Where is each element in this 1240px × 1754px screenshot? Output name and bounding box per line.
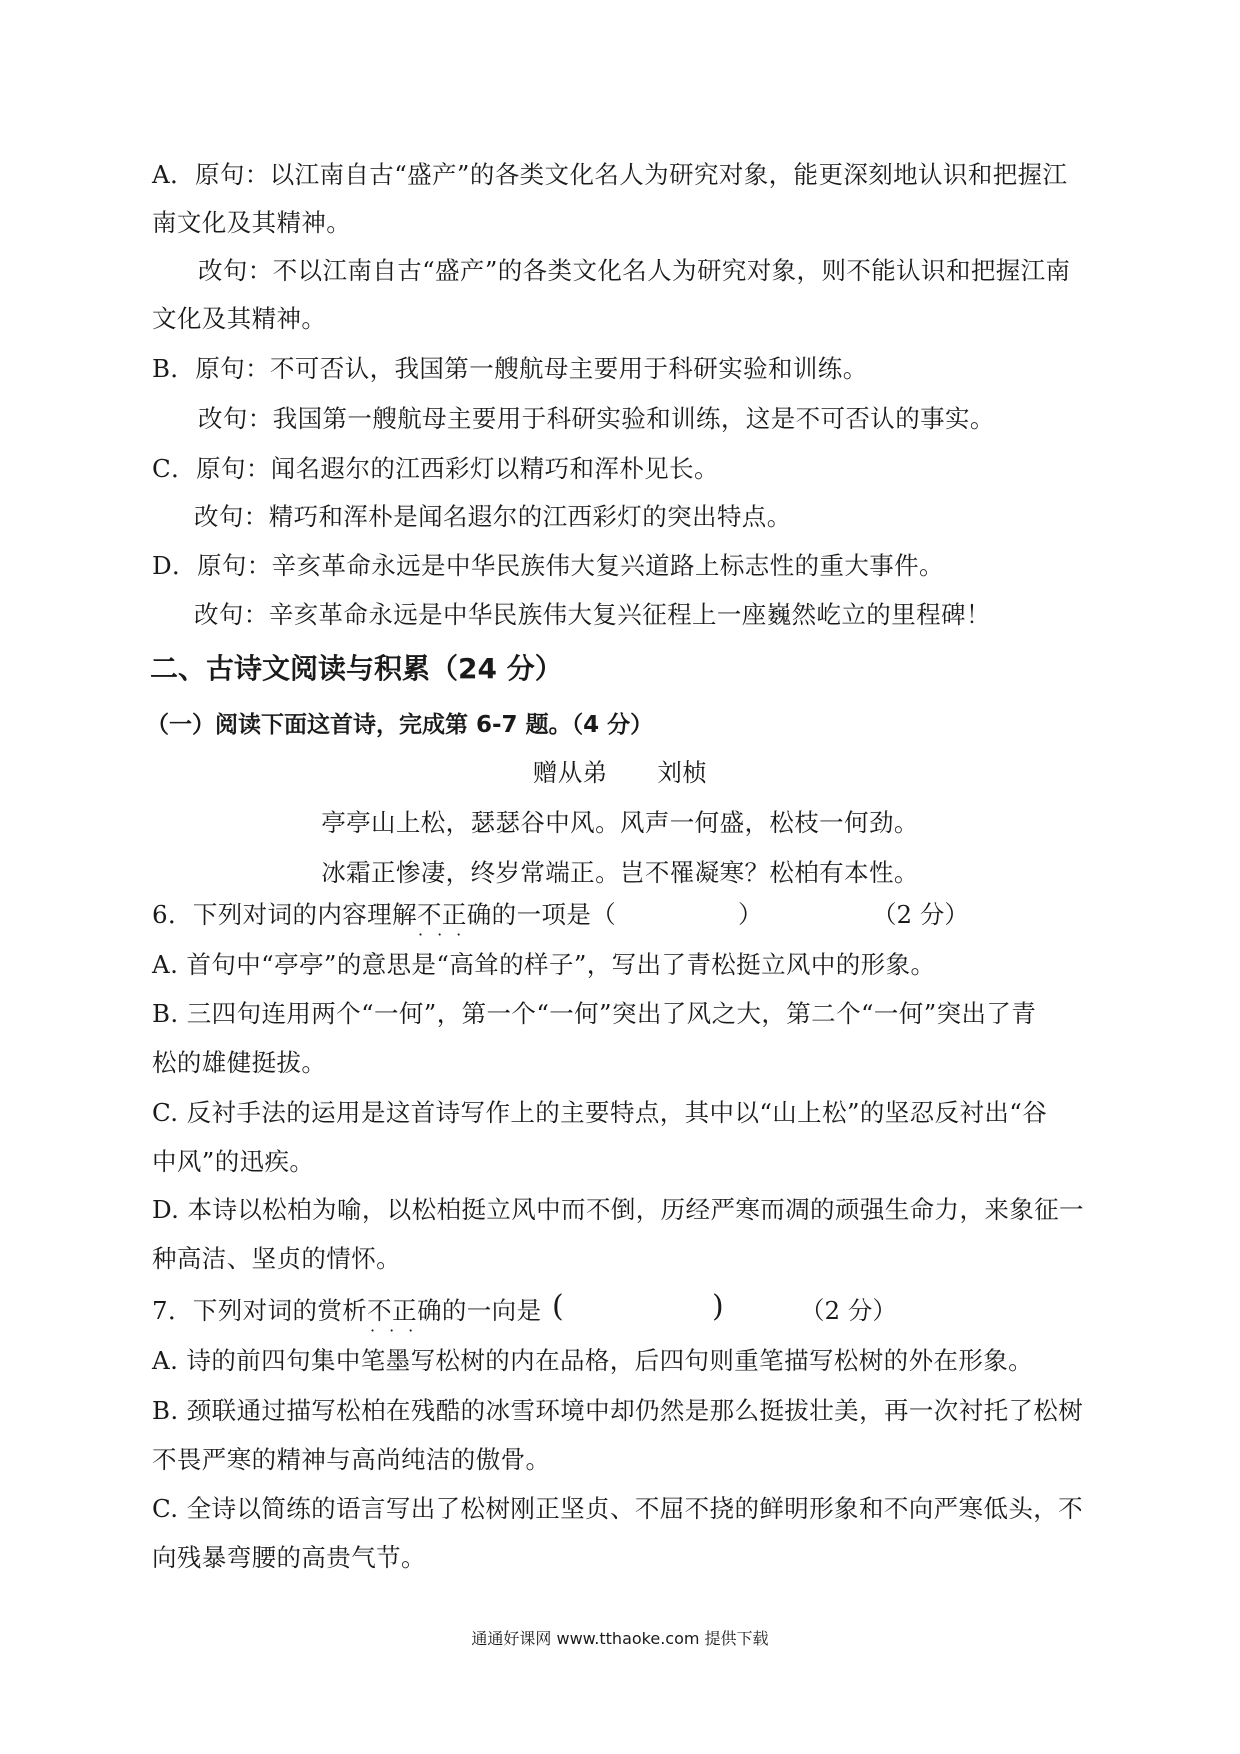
q7-stem: 7．下列对词的赏析不正确的一向是	[152, 1296, 542, 1325]
option-b-modified: 改句：我国第一艘航母主要用于科研实验和训练，这是不可否认的事实。	[198, 404, 995, 433]
q7-option-c-line2: 向残暴弯腰的高贵气节。	[152, 1543, 426, 1572]
q6-option-b-line2: 松的雄健挺拔。	[152, 1048, 327, 1077]
q7-score: （2 分）	[800, 1296, 897, 1325]
q7-option-b-line2: 不畏严寒的精神与高尚纯洁的傲骨。	[152, 1445, 551, 1474]
q6-option-d-line2: 种高洁、坚贞的情怀。	[152, 1244, 401, 1273]
q6-option-d-line1: D. 本诗以松柏为喻，以松柏挺立风中而不倒，历经严寒而凋的顽强生命力，来象征一	[152, 1195, 1084, 1224]
q6-stem: 6．下列对词的内容理解不正确的一项是（	[152, 900, 617, 929]
option-a-modified-line2: 文化及其精神。	[152, 304, 327, 333]
option-a-original-line2: 南文化及其精神。	[152, 208, 352, 237]
option-d-original: D．原句：辛亥革命永远是中华民族伟大复兴道路上标志性的重大事件。	[152, 551, 944, 580]
q7-option-c-line1: C. 全诗以简练的语言写出了松树刚正坚贞、不屈不挠的鲜明形象和不向严寒低头，不	[152, 1494, 1084, 1523]
q6-close-paren: ）	[738, 900, 763, 929]
q6-option-c-line2: 中风”的迅疾。	[152, 1147, 315, 1176]
option-a-original-line1: A．原句：以江南自古“盛产”的各类文化名人为研究对象，能更深刻地认识和把握江	[152, 160, 1068, 189]
poem-line-2: 冰霜正惨凄，终岁常端正。岂不罹凝寒？松柏有本性。	[321, 858, 919, 887]
q7-option-a: A. 诗的前四句集中笔墨写松树的内在品格，后四句则重笔描写松树的外在形象。	[152, 1346, 1034, 1375]
q6-option-c-line1: C. 反衬手法的运用是这首诗写作上的主要特点，其中以“山上松”的坚忍反衬出“谷	[152, 1098, 1048, 1127]
q6-score: （2 分）	[872, 900, 969, 929]
q6-option-a: A. 首句中“亭亭”的意思是“高耸的样子”，写出了青松挺立风中的形象。	[152, 950, 936, 979]
q7-option-b-line1: B. 颈联通过描写松柏在残酷的冰雪环境中却仍然是那么挺拔壮美，再一次衬托了松树	[152, 1396, 1084, 1425]
subsection-heading: （一）阅读下面这首诗，完成第 6-7 题。（4 分）	[146, 712, 654, 738]
option-b-original: B．原句：不可否认，我国第一艘航母主要用于科研实验和训练。	[152, 354, 868, 383]
section-heading: 二、古诗文阅读与积累（24 分）	[150, 652, 563, 685]
poem-title: 赠从弟 刘桢	[532, 758, 708, 787]
q6-option-b-line1: B. 三四句连用两个“一何”，第一个“一何”突出了风之大，第二个“一何”突出了青	[152, 999, 1037, 1028]
q7-emphasis-dots: ···	[370, 1321, 428, 1340]
q7-open-paren: (	[552, 1289, 564, 1324]
q7-close-paren: )	[712, 1289, 724, 1324]
page-footer: 通通好课网 www.tthaoke.com 提供下载	[471, 1629, 769, 1648]
q6-emphasis-dots: ···	[418, 925, 476, 944]
option-c-modified: 改句：精巧和浑朴是闻名遐尔的江西彩灯的突出特点。	[194, 502, 792, 531]
poem-line-1: 亭亭山上松，瑟瑟谷中风。风声一何盛，松枝一何劲。	[321, 808, 919, 837]
option-d-modified: 改句：辛亥革命永远是中华民族伟大复兴征程上一座巍然屹立的里程碑！	[194, 600, 991, 629]
option-a-modified-line1: 改句：不以江南自古“盛产”的各类文化名人为研究对象，则不能认识和把握江南	[198, 256, 1071, 285]
option-c-original: C．原句：闻名遐尔的江西彩灯以精巧和浑朴见长。	[152, 454, 719, 483]
